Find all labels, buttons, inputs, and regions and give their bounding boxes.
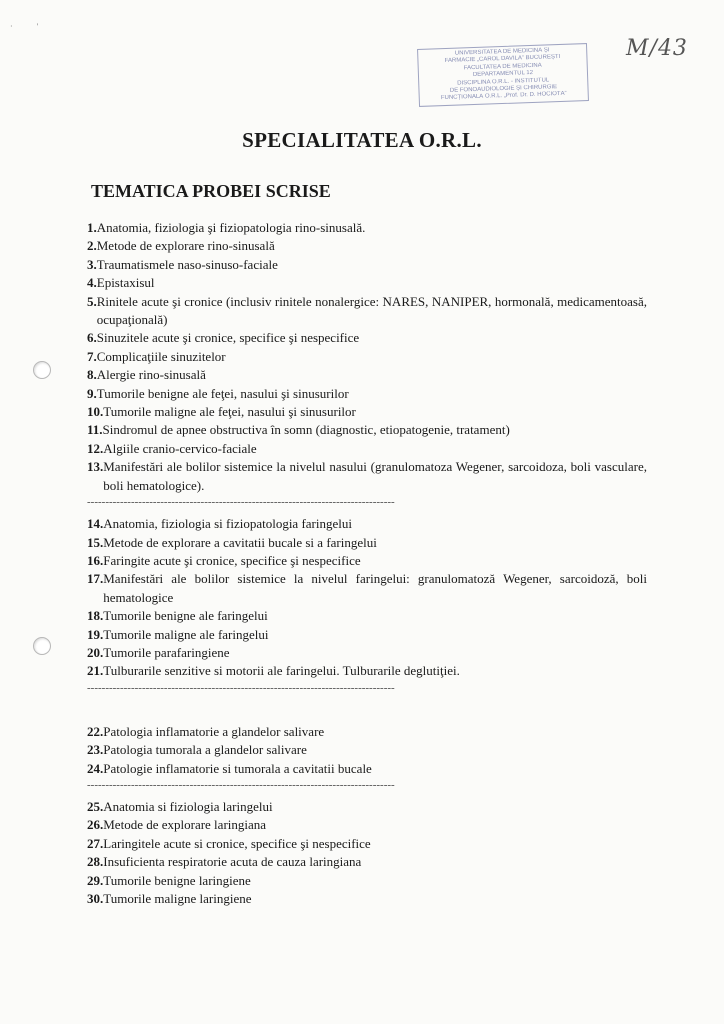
topic-text: Tumorile maligne ale faringelui	[103, 626, 269, 642]
topic-text: Epistaxisul	[96, 275, 155, 291]
topic-item	[87, 256, 647, 274]
topic-number: 25.	[87, 798, 104, 814]
topic-text: Tulburarile senzitive si motorii ale faringelui. Tulburarile deglutiţiei.	[103, 663, 460, 679]
topic-item	[87, 853, 647, 871]
topic-text: Manifestări ale bolilor sistemice la nivelul nasului (granulomatoza Wegener, sarcoidoza, boli vasculare, boli hematologice).	[103, 459, 647, 493]
topic-number: 20.	[87, 644, 104, 660]
topic-item	[87, 723, 647, 741]
topic-number: 4.	[87, 275, 97, 291]
topic-item	[87, 872, 647, 890]
topic-item	[87, 385, 647, 403]
topic-text: Patologia inflamatorie a glandelor salivare	[103, 723, 325, 739]
topic-item	[87, 534, 647, 552]
topic-text: Complicaţiile sinuzitelor	[96, 348, 226, 364]
topic-text: Anatomia, fiziologia si fiziopatologia faringelui	[103, 516, 352, 532]
topic-item	[87, 329, 647, 347]
topic-item	[87, 293, 647, 330]
topic-text: Patologia tumorala a glandelor salivare	[103, 742, 307, 758]
page-subtitle: TEMATICA PROBEI SCRISE	[91, 181, 331, 201]
topic-item	[87, 644, 647, 662]
topic-text: Tumorile maligne laringiene	[103, 891, 252, 906]
punch-hole	[33, 637, 51, 655]
topic-item	[87, 798, 647, 816]
topic-number: 23.	[87, 742, 104, 758]
topic-item	[87, 348, 647, 366]
topic-number: 28.	[87, 854, 104, 870]
section-separator: ------------------------------------------------------------------------------------	[87, 496, 395, 509]
stamp-line: DEPARTAMENTUL 12	[472, 70, 534, 79]
topic-item	[87, 552, 647, 570]
topic-number: 29.	[87, 872, 104, 888]
topic-text: Sindromul de apnee obstructiva în somn (diagnostic, etiopatogenie, tratament)	[102, 422, 510, 438]
punch-hole	[33, 361, 51, 379]
topic-text: Laringitele acute si cronice, specifice şi nespecifice	[103, 835, 371, 851]
topic-number: 18.	[87, 608, 104, 624]
topic-number: 22.	[87, 723, 104, 739]
topic-number: 9.	[87, 385, 97, 401]
topic-number: 24.	[87, 760, 104, 776]
stamp-line: DISCIPLINA O.R.L. - INSTITUTUL	[457, 77, 550, 87]
topic-number: 1.	[87, 220, 97, 235]
topic-item	[87, 741, 647, 759]
stamp-line: FUNCȚIONALĂ O.R.L. „Prof. Dr. D. HOCIOTĂ”	[440, 91, 567, 102]
topic-text: Anatomia, fiziologia şi fiziopatologia rino-sinusală.	[96, 220, 366, 235]
topic-number: 26.	[87, 817, 104, 833]
topic-text: Patologie inflamatorie si tumorala a cavitatii bucale	[103, 760, 372, 776]
topic-number: 3.	[87, 256, 97, 272]
topic-number: 19.	[87, 626, 104, 642]
topic-item	[87, 421, 647, 439]
topic-item	[87, 219, 647, 237]
topic-number: 7.	[87, 348, 97, 364]
handwritten-note: M/43	[626, 36, 688, 61]
topic-number: 30.	[87, 891, 104, 906]
topic-text: Insuficienta respiratorie acuta de cauza laringiana	[103, 854, 362, 870]
scan-specks: · '	[10, 22, 39, 31]
topic-item	[87, 570, 647, 607]
topic-text: Tumorile maligne ale feţei, nasului şi sinusurilor	[103, 404, 356, 420]
stamp-line: FACULTATEA DE MEDICINĂ	[463, 62, 542, 72]
topic-item	[87, 607, 647, 625]
page-title: SPECIALITATEA O.R.L.	[242, 128, 482, 152]
topics-list	[87, 219, 647, 908]
topic-number: 27.	[87, 835, 104, 851]
topic-number: 10.	[87, 404, 104, 420]
section-separator: ------------------------------------------------------------------------------------	[87, 681, 395, 694]
stamp-line: DE FONOAUDIOLOGIE ȘI CHIRURGIE	[449, 84, 558, 94]
topic-text: Tumorile benigne ale feţei, nasului şi sinusurilor	[96, 385, 349, 401]
topic-item	[87, 760, 647, 778]
topic-item	[87, 403, 647, 421]
topic-number: 16.	[87, 552, 104, 568]
topic-text: Metode de explorare rino-sinusală	[96, 238, 275, 254]
institution-stamp	[417, 43, 589, 107]
topic-item	[87, 626, 647, 644]
topic-item	[87, 890, 647, 908]
topic-text: Tumorile benigne ale faringelui	[103, 608, 268, 624]
topic-number: 6.	[87, 330, 97, 346]
topic-number: 2.	[87, 238, 97, 254]
topic-text: Metode de explorare laringiana	[103, 817, 267, 833]
section-gap	[87, 701, 647, 723]
topic-number: 5.	[87, 293, 97, 309]
topic-number: 13.	[87, 459, 104, 475]
topic-number: 15.	[87, 534, 104, 550]
stamp-line: UNIVERSITATEA DE MEDICINĂ ȘI	[454, 47, 550, 57]
topic-text: Algiile cranio-cervico-faciale	[103, 440, 257, 456]
topic-number: 8.	[87, 367, 97, 383]
topic-text: Faringite acute şi cronice, specifice şi nespecifice	[103, 552, 361, 568]
topic-text: Traumatismele naso-sinuso-faciale	[96, 256, 278, 272]
topic-text: Rinitele acute şi cronice (inclusiv rinitele nonalergice: NARES, NANIPER, hormonală, medicamentoasă, ocupaţională)	[96, 293, 647, 328]
topic-item	[87, 440, 647, 458]
topic-number: 11.	[87, 422, 103, 438]
topic-item	[87, 662, 647, 680]
topic-text: Alergie rino-sinusală	[96, 367, 206, 383]
topic-text: Sinuzitele acute şi cronice, specifice şi nespecifice	[96, 330, 360, 346]
topic-text: Anatomia si fiziologia laringelui	[103, 798, 273, 814]
topic-item	[87, 237, 647, 255]
topic-number: 14.	[87, 516, 104, 532]
stamp-line: FARMACIE „CAROL DAVILA” BUCUREȘTI	[444, 54, 561, 65]
topic-item	[87, 274, 647, 292]
section-separator: ------------------------------------------------------------------------------------	[87, 778, 395, 791]
topic-number: 12.	[87, 440, 104, 456]
topic-number: 17.	[87, 571, 104, 587]
topic-item	[87, 816, 647, 834]
topic-item	[87, 366, 647, 384]
topic-text: Manifestări ale bolilor sistemice la nivelul faringelui: granulomatoză Wegener, sarcoidoză, boli hematologice	[103, 571, 647, 605]
topic-number: 21.	[87, 663, 104, 679]
topic-item	[87, 458, 647, 495]
topic-text: Metode de explorare a cavitatii bucale si a faringelui	[103, 534, 377, 550]
topic-item	[87, 835, 647, 853]
topic-text: Tumorile benigne laringiene	[103, 872, 251, 888]
topic-item	[87, 515, 647, 533]
topic-text: Tumorile parafaringiene	[103, 644, 230, 660]
